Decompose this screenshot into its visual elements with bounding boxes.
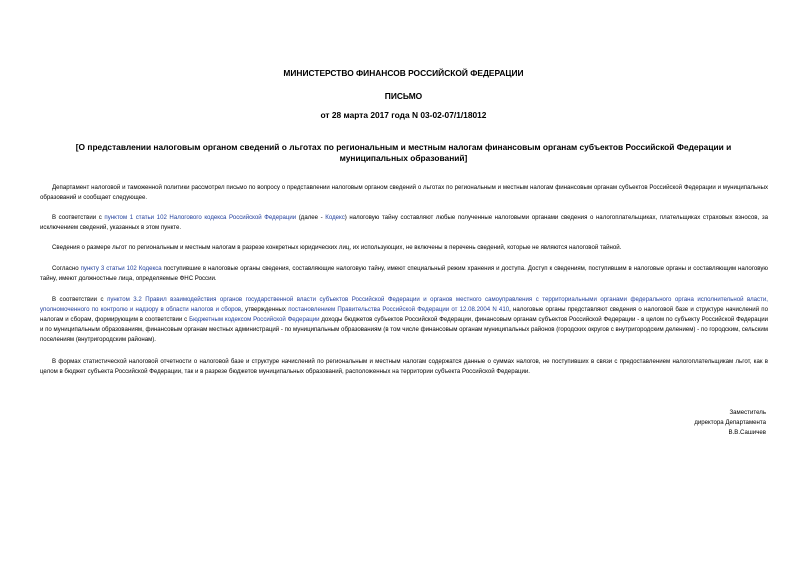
document-date-number: от 28 марта 2017 года N 03-02-07/1/18012 [320, 110, 487, 120]
signature-position-1: Заместитель [729, 409, 766, 416]
paragraph-5-text-a: В соответствии с [52, 296, 108, 303]
signature-name: В.В.Сашичев [728, 429, 766, 436]
link-code[interactable]: Кодекс [325, 214, 345, 221]
link-article-102-p3[interactable]: пункту 3 статьи 102 Кодекса [80, 265, 162, 272]
paragraph-5-text-d: доходы бюджетов субъектов Российской Федерации, финансовым органам субъектов Российской Федерации - в целом по субъекту Российской Федерации и по муниципальным образованиям, финансовым органам местных администраций - по муниципальным образованиям (в том числе финансовым органам муниципальных районов (городских округов с внутригородским делением) - по городским, сельским поселениям (внутригородским районам). [40, 316, 768, 343]
paragraph-3: Сведения о размере льгот по региональным и местным налогам в разрезе конкретных юридических лиц, их использующих, не включены в перечень сведений, которые не являются налоговой тайной. [52, 244, 622, 251]
paragraph-6: В формах статистической налоговой отчетности о налоговой базе и структуре начислений по региональным и местным налогам содержатся данные о суммах налогов, не поступивших в связи с предоставлением налогоплательщикам льгот, как в целом в бюджет субъекта Российской Федерации, так и в разрезе бюджетов муниципальных образований, расположенных на территории субъекта Российской Федерации. [40, 358, 768, 375]
signature-position-2: директора Департамента [694, 419, 766, 426]
document-subject [50, 142, 757, 164]
link-article-102-p1[interactable]: пунктом 1 статьи 102 Налогового кодекса Российской Федерации [104, 214, 297, 221]
document-type: ПИСЬМО [384, 91, 423, 101]
subject-line-1: [О представлении налоговым органом сведений о льготах по региональным и местным налогам финансовым органам субъектов Российской Федерации и [75, 142, 732, 152]
paragraph-4 [40, 264, 768, 284]
paragraph-2-text-c: ) налоговую тайну составляют любые полученные налоговыми органами сведения о налогоплательщиках, плательщиках страховых взносов, за исключением сведений, указанных в этом пункте. [40, 214, 769, 231]
paragraph-5-text-b: , утвержденных [241, 306, 289, 313]
paragraph-5 [40, 295, 768, 345]
ministry-heading: МИНИСТЕРСТВО ФИНАНСОВ РОССИЙСКОЙ ФЕДЕРАЦИИ [283, 68, 524, 78]
signature-block [566, 408, 766, 438]
paragraph-5-text-c: , налоговые органы представляют сведения о налоговой базе и структуре начислений по налогам и сборам, формирующим в соответствии с [40, 306, 768, 323]
paragraph-2 [40, 213, 768, 233]
paragraph-2-text-b: (далее - [296, 214, 326, 221]
link-budget-code[interactable]: Бюджетным кодексом Российской Федерации [189, 316, 320, 323]
paragraph-4-text-b: поступившие в налоговые органы сведения, составляющие налоговую тайну, имеют специальный режим хранения и доступа. Доступ к сведениям, поступившим в налоговые органы и составляющим налоговую тайну, имеют должностные лица, определяемые ФНС России. [40, 265, 768, 282]
link-rules-3-2[interactable]: пунктом 3.2 Правил взаимодействия органов государственной власти субъектов Российской Федерации и органов местного самоуправления с территориальными органами федерального органа исполнительной власти, уполномоченного по контролю и надзору в области налогов и сборов [40, 296, 768, 313]
paragraph-2-text-a: В соответствии с [52, 214, 105, 221]
subject-line-2: муниципальных образований] [339, 153, 468, 163]
link-government-decree-410[interactable]: постановлением Правительства Российской Федерации от 12.08.2004 N 410 [288, 306, 510, 313]
paragraph-1: Департамент налоговой и таможенной политики рассмотрел письмо по вопросу о представлении налоговым органом сведений о льготах по региональным и местным налогам финансовым органам субъектов Российской Федерации и муниципальных образований и сообщает следующее. [40, 184, 768, 201]
paragraph-4-text-a: Согласно [52, 265, 81, 272]
